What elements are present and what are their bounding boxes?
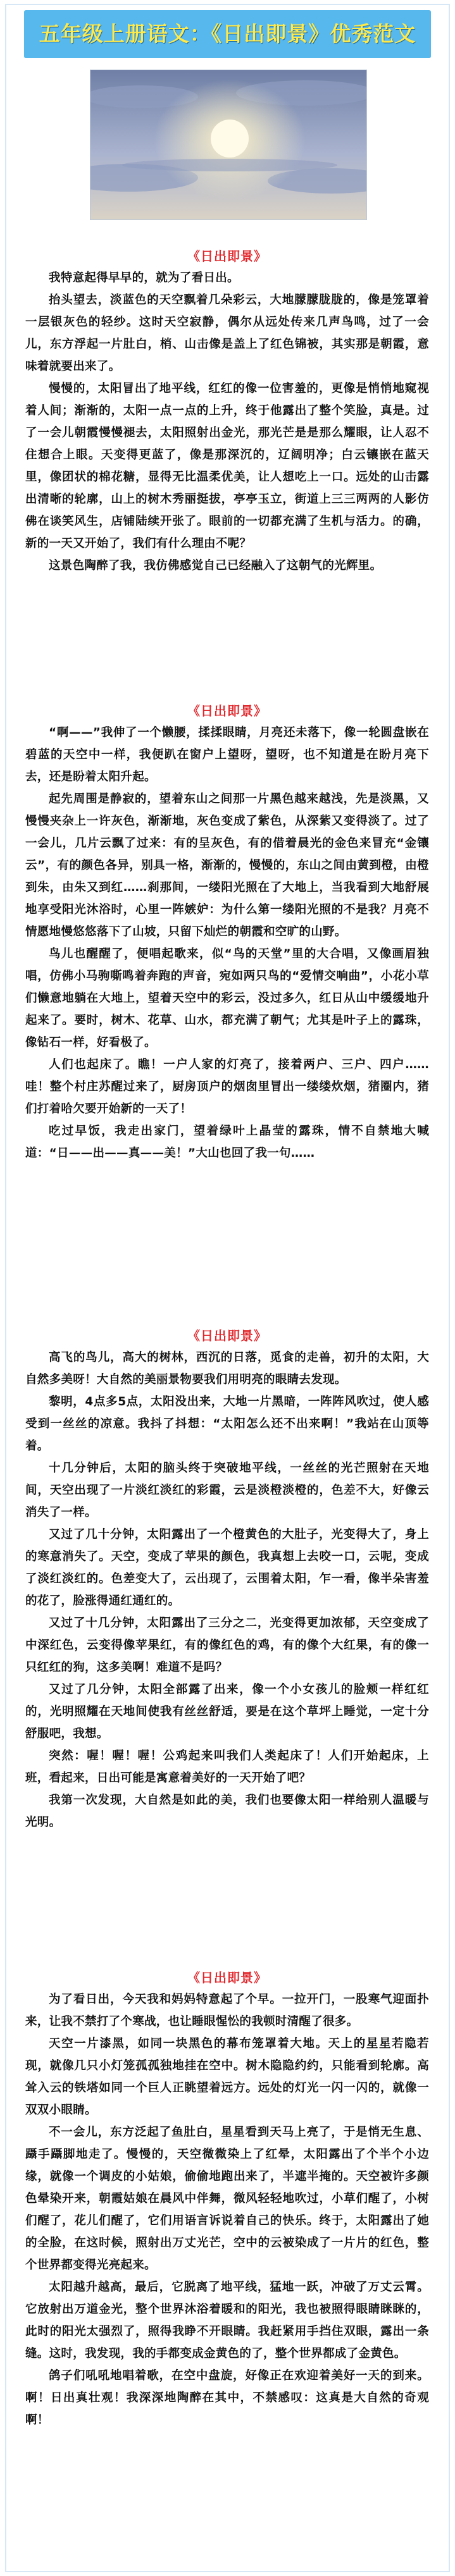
paragraph: 这景色陶醉了我，我仿佛感觉自己已经融入了这朝气的光辉里。 — [49, 559, 382, 572]
paragraph: 慢慢的，太阳冒出了地平线，红红的像一位害羞的，更像是悄悄地窥视着人间；渐渐的，太阳一点一点的上升，终于他露出了整个笑脸，真是。过了一会儿朝霞慢慢褪去，太阳照射出金光，那光芒是是那么耀眼，让人忍不住想合上眼。天变得更蓝了，像是那深沉的，辽阔明净；白云镶嵌在蓝天里，像团状的棉花糖，显得无比温柔优美，让人想吃上一口。远处的山击露出清晰的轮廓，山上的树木秀丽挺拔，亭亭玉立，街道上三三两两的人影仿佛在谈笑风生，店铺陆续开张了。眼前的一切都充满了生机与活力。的确，新的一天又开始了，我们有什么理由不呢？ — [25, 382, 429, 550]
essay-4-title: 《日出即景》 — [187, 1970, 267, 1985]
paragraph: 我特意起得早早的，就为了看日出。 — [49, 271, 239, 285]
essay-3-title: 《日出即景》 — [187, 1328, 267, 1343]
paragraph: 起先周围是静寂的，望着东山之间那一片黑色越来越浅，先是淡黑，又慢慢夹杂上一许灰色，渐渐地，灰色变成了紫色，从深紫又变得淡了。过了一会儿，几片云飘了过来：有的呈灰色，有的借着晨光的金色来冒充“金镶云”，有的颜色各异，别具一格，渐渐的，慢慢的，东山之间由黄到橙，由橙到朱，由朱又到红……刹那间，一缕阳光照在了大地上，当我看到大地舒展地享受阳光沐浴时，心里一阵嫉妒：为什么第一缕阳光照的不是我？月亮不情愿地慢悠悠落下了山坡，只留下灿烂的朝霞和空旷的山野。 — [25, 792, 429, 939]
title-banner — [24, 10, 431, 58]
sunrise-illustration — [90, 70, 366, 219]
sun — [211, 120, 249, 157]
paragraph: 黎明，4点多5点，太阳没出来，大地一片黑暗，一阵阵风吹过，使人感受到一丝丝的凉意。我抖了抖想：“太阳怎么还不出来啊！”我站在山顶等着。 — [25, 1395, 429, 1453]
paragraph: 又过了十几分钟，太阳露出了三分之二，光变得更加浓郁，天空变成了中深红色，云变得像苹果红，有的像红色的鸡，有的像个大红果，有的像一只红红的狗，这多美啊！难道不是吗？ — [25, 1617, 429, 1674]
paragraph: 为了看日出，今天我和妈妈特意起了个早。一拉开门，一股寒气迎面扑来，让我不禁打了个寒战，也让睡眼惺忪的我顿时清醒了很多。 — [25, 1993, 429, 2028]
paragraph: 突然：喔！喔！喔！公鸡起来叫我们人类起床了！人们开始起床，上班，看起来，日出可能是寓意着美好的一天开始了吧？ — [25, 1749, 429, 1785]
paragraph: 天空一片漆黑，如同一块黑色的幕布笼罩着大地。天上的星星若隐若现，就像几只小灯笼孤孤独地挂在空中。树木隐隐约约，只能看到轮廓。高耸入云的铁塔如同一个巨人正眺望着远方。远处的灯光一闪一闪的，就像一双双小眼睛。 — [25, 2037, 429, 2117]
paragraph: 吃过早饭，我走出家门，望着绿叶上晶莹的露珠，情不自禁地大喊道：“日——出——真——美！”大山也回了我一句…… — [25, 1125, 429, 1160]
paragraph: 太阳越升越高，最后，它脱离了地平线，猛地一跃，冲破了万丈云霄。它放射出万道金光，整个世界沐浴着暖和的阳光，我也被照得眼睛眯眯的，此时的阳光太强烈了，照得我睁不开眼睛。我赶紧用手挡住双眼，露出一条缝。这时，我发现，我的手都变成金黄色的了，整个世界都成了金黄色。 — [25, 2281, 429, 2360]
paragraph: 又过了几分钟，太阳全部露了出来，像一个小女孩儿的脸颊一样红红的，光明照耀在天地间使我有丝丝舒适，要是在这个草坪上睡觉，一定十分舒服吧，我想。 — [25, 1683, 429, 1741]
paragraph: 抬头望去，淡蓝色的天空飘着几朵彩云，大地朦朦胧胧的，像是笼罩着一层银灰色的轻纱。这时天空寂静，偶尔从远处传来几声鸟鸣，过了一会儿，东方浮起一片肚白，梢、山击像是盖上了红色锦被，其实那是朝霞，意味着就要出来了。 — [25, 293, 429, 373]
essay-2-title: 《日出即景》 — [187, 703, 267, 718]
paragraph: 十几分钟后，太阳的脑头终于突破地平线，一丝丝的光芒照射在天地间，天空出现了一片淡红淡红的彩霞，云是淡橙淡橙的，色差不大，好像云消失了一样。 — [25, 1462, 429, 1519]
paragraph: “啊——”我伸了一个懒腰，揉揉眼睛，月亮还未落下，像一轮圆盘嵌在碧蓝的天空中一样，我便趴在窗户上望呀，望呀，也不知道是在盼月亮下去，还是盼着太阳升起。 — [25, 726, 429, 784]
paragraph: 人们也起床了。瞧！一户人家的灯亮了，接着两户、三户、四户……哇！整个村庄苏醒过来了，厨房顶户的烟囱里冒出一缕缕炊烟，猪圈内，猪们打着哈欠要开始新的一天了！ — [25, 1058, 429, 1116]
essay-1-title: 《日出即景》 — [187, 249, 267, 264]
paragraph: 鸽子们吼吼地唱着歌，在空中盘旋，好像正在欢迎着美好一天的到来。啊！日出真壮观！我深深地陶醉在其中，不禁感叹：这真是大自然的奇观啊！ — [25, 2369, 429, 2427]
paragraph: 不一会儿，东方泛起了鱼肚白，星星看到天马上亮了，于是悄无生息、躡手躡脚地走了。慢慢的，天空微微染上了红晕，太阳露出了个半个小边缘，就像一个调皮的小姑娘，偷偷地跑出来了，半遮半掩的。天空被许多颜色晕染开来，朝霞姑娘在晨风中伴舞，微风轻轻地吹过，小草们醒了，小树们醒了，花儿们醒了，它们用语言诉说着自己的快乐。终于，太阳露出了她的全脸，在这时候，照射出万丈光芒，空中的云被染成了一片片的红色，整个世界都变得光亮起来。 — [25, 2126, 429, 2272]
essay-3 — [25, 1325, 429, 1833]
page-title: 五年级上册语文：《日出即景》优秀范文 — [39, 22, 416, 46]
paragraph: 鸟儿也醒醒了，便唱起歌来，似“鸟的天堂”里的大合唱，又像画眉独唱，仿佛小马驹嘶鸣着奔跑的声音，宛如两只鸟的“爱情交响曲”，小花小草们懒意地躺在大地上，望着天空中的彩云，没过多久，红日从山中缓缓地升起来了。要时，树木、花草、山水，都充满了朝气；尤其是叶子上的露珠，像钻石一样，好看极了。 — [25, 947, 429, 1049]
cloud — [122, 159, 337, 171]
sunrise-photo — [90, 70, 367, 220]
essay-1 — [25, 245, 429, 577]
essay-4 — [25, 1967, 429, 2431]
paragraph: 又过了几十分钟，太阳露出了一个橙黄色的大肚子，光变得大了，身上的寒意消失了。天空，变成了苹果的颜色，我真想上去咬一口，云呢，变成了淡红淡红的。色差变大了，云出现了，云围着太阳，乍一看，像半朵害羞的花了，脸涨得通红通红的。 — [25, 1528, 429, 1608]
essay-2 — [25, 700, 429, 1164]
paragraph: 我第一次发现，大自然是如此的美，我们也要像太阳一样给别人温暖与光明。 — [25, 1794, 429, 1829]
paragraph: 高飞的鸟儿，高大的树林，西沉的日落，觅食的走兽，初升的太阳，大自然多美呀！大自然的美丽景物要我们用明亮的眼睛去发现。 — [25, 1351, 429, 1386]
